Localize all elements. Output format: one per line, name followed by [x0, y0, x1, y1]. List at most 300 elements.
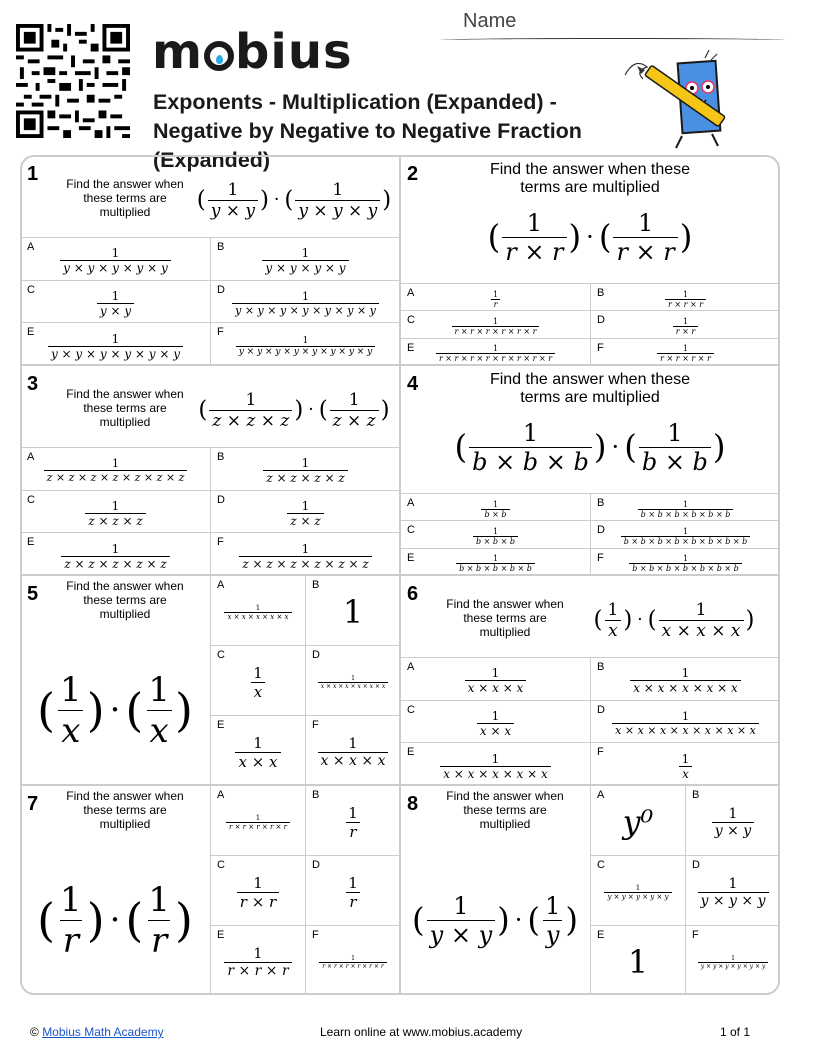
fraction-denominator: x [605, 620, 621, 641]
fraction [295, 180, 380, 221]
option-answer [211, 860, 305, 925]
option-letter: C [407, 524, 415, 537]
question-prompt: Find the answer when these terms are multiplied [66, 789, 184, 831]
product-expression [20, 635, 210, 785]
fraction [477, 709, 514, 738]
fraction-numerator: 1 [491, 751, 500, 766]
multiply-dot: · [308, 400, 314, 420]
option-answer [21, 285, 210, 323]
product-expression [400, 407, 780, 487]
parenthesis: ( [593, 607, 603, 633]
fraction-numerator: 1 [253, 734, 263, 752]
question-prompt: Find the answer when these terms are multiplied [66, 177, 184, 219]
option-answer [211, 242, 400, 280]
option-answer [591, 860, 685, 925]
parenthesis: ( [37, 893, 56, 947]
parenthesis: ) [712, 428, 726, 466]
fraction-numerator: 1 [348, 804, 358, 822]
fraction-denominator: x × x × x × x × x [224, 612, 291, 621]
parenthesis: ) [497, 901, 510, 939]
question-prompt: Find the answer when these terms are multiplied [66, 579, 184, 621]
fraction [209, 390, 292, 431]
option-letter: A [407, 661, 415, 673]
fraction-denominator: r [346, 822, 359, 841]
fraction [97, 289, 134, 318]
option-letter: D [692, 859, 700, 871]
question-number: 8 [407, 793, 419, 815]
answer-option-d[interactable] [685, 855, 780, 925]
mascot-illustration [620, 50, 740, 150]
fraction-numerator: 1 [111, 246, 120, 261]
option-letter: B [597, 287, 605, 299]
fraction-numerator: 1 [492, 289, 499, 299]
fraction-numerator: 1 [731, 955, 735, 962]
option-letter: F [312, 929, 319, 941]
question-prompt: Find the answer when these terms are multiplied [489, 161, 691, 196]
fraction [319, 955, 386, 970]
option-letter: B [692, 789, 700, 801]
fraction [665, 290, 706, 309]
answer-option-d[interactable] [590, 310, 780, 337]
fraction [698, 876, 769, 909]
fraction-denominator: x [58, 710, 83, 751]
option-letter: C [217, 649, 225, 661]
answer-option-a[interactable] [20, 447, 210, 490]
fraction-numerator: 1 [111, 541, 120, 556]
fraction [262, 246, 348, 275]
fraction [224, 946, 291, 979]
option-letter: A [407, 497, 415, 509]
option-answer [306, 580, 400, 645]
fraction-denominator: y × y × y × y × y × y [48, 346, 183, 361]
option-answer [211, 452, 400, 490]
parenthesis: ( [125, 893, 144, 947]
answer-option-a[interactable] [20, 237, 210, 280]
fraction-numerator: 1 [682, 709, 689, 723]
fraction-numerator: 1 [728, 806, 738, 822]
question-number: 6 [407, 583, 419, 605]
fraction-denominator: r × r × r × r × r × r × r × r [436, 353, 555, 363]
option-letter: E [407, 551, 415, 564]
parenthesis: ( [196, 187, 206, 213]
question-number: 4 [407, 373, 419, 395]
product-expression [400, 197, 780, 277]
answer-option-b[interactable] [210, 237, 400, 280]
fraction-denominator: x [679, 766, 692, 781]
fraction-numerator: 1 [253, 946, 263, 962]
answer-option-e[interactable] [20, 532, 210, 575]
fraction-numerator: 1 [255, 604, 261, 612]
fraction-denominator: b × b × b × b × b × b [638, 509, 734, 519]
fraction-numerator: 1 [253, 664, 263, 682]
option-answer [686, 930, 780, 995]
fraction-numerator: 1 [148, 669, 170, 710]
fraction [57, 880, 85, 961]
fraction-denominator: r × r × r [224, 962, 291, 979]
fraction [345, 874, 361, 911]
fraction-denominator: b × b × b × b × b × b × b × b [621, 536, 751, 546]
fraction-denominator: y × y × y [295, 200, 380, 221]
fraction-numerator: 1 [545, 891, 561, 920]
answer-option-a[interactable] [400, 493, 590, 520]
option-answer [401, 525, 590, 547]
question-number: 7 [27, 793, 39, 815]
fraction [208, 180, 258, 221]
option-letter: C [217, 859, 225, 871]
fraction-denominator: b × b × b × b × b [456, 563, 535, 573]
option-answer [401, 662, 590, 700]
fraction [224, 604, 291, 621]
fraction-numerator: 1 [667, 418, 683, 447]
fraction-denominator: y × y × y × y × y × y × y [232, 303, 379, 317]
fraction-numerator: 1 [492, 316, 499, 326]
fraction-denominator: y [543, 920, 563, 949]
answer-option-a[interactable] [210, 785, 305, 855]
answer-option-a[interactable] [590, 785, 685, 855]
parenthesis: ) [86, 683, 105, 737]
fraction-numerator: 1 [351, 955, 355, 962]
fraction [318, 675, 389, 690]
answer-option-d[interactable] [210, 280, 400, 323]
option-answer [306, 650, 400, 715]
fraction [330, 390, 379, 431]
fraction-numerator: 1 [492, 526, 499, 536]
answer-option-c[interactable] [400, 520, 590, 547]
option-answer [686, 790, 780, 855]
answer-option-c[interactable] [20, 490, 210, 533]
fraction-denominator: y × y [712, 822, 754, 839]
fraction [638, 500, 734, 519]
fraction-numerator: 1 [491, 666, 500, 681]
answer-option-e[interactable] [590, 925, 685, 995]
parenthesis: ) [260, 187, 269, 213]
option-answer [591, 525, 780, 547]
fraction-denominator: x × x × x [465, 680, 527, 695]
fraction [452, 317, 540, 336]
fraction-numerator: 1 [301, 289, 309, 303]
answer-option-f[interactable] [210, 532, 400, 575]
fraction [698, 955, 769, 970]
fraction-numerator: 1 [526, 208, 543, 237]
footer-link[interactable]: Mobius Math Academy [42, 1025, 164, 1039]
fraction [481, 500, 509, 519]
option-letter: B [217, 451, 225, 463]
option-letter: C [27, 493, 35, 506]
option-letter: D [597, 703, 605, 716]
question-number: 3 [27, 373, 39, 395]
product-expression [190, 165, 398, 235]
multiply-dot: · [637, 610, 643, 630]
fraction-denominator: r × r [613, 237, 677, 266]
option-letter: E [217, 929, 225, 941]
fraction [61, 542, 169, 571]
fraction [621, 527, 751, 546]
answer-option-c[interactable] [400, 700, 590, 743]
answer-option-f[interactable] [590, 742, 780, 785]
fraction-denominator: r [148, 920, 170, 961]
option-answer [21, 327, 210, 365]
fraction-numerator: 1 [253, 874, 263, 892]
option-answer [401, 705, 590, 743]
fraction-numerator: 1 [348, 389, 360, 410]
parenthesis: ) [679, 218, 693, 256]
answer-option-c[interactable] [210, 855, 305, 925]
fraction [542, 892, 563, 949]
answer-option-f[interactable] [305, 715, 400, 785]
fraction-numerator: 1 [682, 554, 689, 564]
parenthesis: ( [198, 397, 208, 423]
row-divider [20, 574, 780, 576]
fraction-numerator: 1 [60, 879, 82, 920]
multiply-dot: · [273, 190, 280, 210]
option-answer [21, 242, 210, 280]
fraction-numerator: 1 [255, 814, 261, 822]
fraction-numerator: 1 [522, 418, 539, 447]
fraction-denominator: r × r × r × r [657, 353, 714, 363]
parenthesis: ) [565, 901, 578, 939]
option-letter: D [312, 859, 320, 871]
option-letter: F [597, 341, 604, 354]
option-answer [401, 498, 590, 520]
answer-option-b[interactable] [305, 785, 400, 855]
answer-option-b[interactable] [590, 657, 780, 700]
fraction [236, 336, 376, 357]
footer-copyright: © Mobius Math Academy [30, 1025, 164, 1039]
parenthesis: ) [623, 607, 633, 633]
answer-option-f[interactable] [590, 338, 780, 365]
fraction-numerator: 1 [351, 675, 355, 682]
option-letter: F [217, 326, 224, 339]
parenthesis: ) [745, 607, 755, 633]
answer-option-d[interactable] [305, 855, 400, 925]
fraction-numerator: 1 [301, 541, 310, 556]
fraction-numerator: 1 [348, 874, 358, 892]
fraction-numerator: 1 [111, 331, 120, 346]
option-letter: A [597, 789, 605, 801]
name-label: Name [463, 10, 517, 32]
fraction [427, 892, 495, 949]
fraction-denominator: r [491, 299, 501, 309]
option-letter: B [312, 789, 320, 801]
fraction-numerator: 1 [682, 344, 689, 354]
fraction [613, 209, 677, 266]
option-letter: F [597, 746, 604, 759]
parenthesis: ( [125, 683, 144, 737]
fraction [490, 290, 501, 309]
option-answer [591, 343, 780, 365]
fraction-numerator: 1 [682, 316, 689, 326]
parenthesis: ) [174, 893, 193, 947]
option-answer [401, 315, 590, 337]
answer-option-b[interactable] [210, 447, 400, 490]
fraction-numerator: 1 [728, 876, 738, 892]
option-answer [591, 553, 780, 575]
option-answer [591, 662, 780, 700]
question-number: 2 [407, 163, 419, 185]
fraction-numerator: 1 [492, 554, 499, 564]
option-answer [401, 747, 590, 785]
fraction-numerator: 1 [227, 179, 239, 200]
option-letter: E [407, 746, 415, 759]
option-letter: B [597, 497, 605, 509]
answer-option-f[interactable] [590, 548, 780, 575]
option-answer [211, 720, 305, 785]
fraction-numerator: 1 [301, 498, 310, 513]
option-letter: E [217, 719, 225, 731]
fraction [712, 806, 754, 839]
fraction-numerator: 1 [695, 599, 707, 620]
parenthesis: ) [568, 218, 582, 256]
option-letter: B [312, 579, 320, 591]
fraction-denominator: x × x × x × x × x [440, 766, 551, 781]
answer-option-d[interactable] [305, 645, 400, 715]
fraction [145, 880, 173, 961]
fraction-denominator: y × y × y [698, 892, 769, 909]
answer-option-b[interactable] [590, 493, 780, 520]
answer-option-f[interactable] [305, 925, 400, 995]
answer-option-a[interactable] [400, 657, 590, 700]
multiply-dot: · [586, 223, 594, 251]
fraction-denominator: z × z × z × z × z × z × z [44, 470, 188, 484]
footer-center-text: Learn online at www.mobius.academy [320, 1025, 523, 1039]
answer-option-a[interactable] [210, 575, 305, 645]
answer-option-c[interactable] [590, 855, 685, 925]
fraction-denominator: z × z [330, 410, 379, 431]
option-letter: C [27, 283, 35, 296]
fraction [345, 804, 361, 841]
fraction-numerator: 1 [635, 884, 641, 892]
option-letter: A [27, 241, 35, 253]
fraction-numerator: 1 [681, 666, 690, 681]
option-answer [21, 495, 210, 533]
answer-option-c[interactable] [400, 310, 590, 337]
fraction [630, 666, 741, 695]
qr-code [16, 24, 130, 138]
fraction-numerator: 1 [148, 879, 170, 920]
answer-option-a[interactable] [400, 283, 590, 310]
fraction [629, 554, 742, 573]
answer-option-e[interactable] [210, 715, 305, 785]
fraction-denominator: x × x × x [318, 752, 389, 769]
option-answer [591, 930, 685, 995]
option-answer [211, 327, 400, 365]
option-letter: B [597, 661, 605, 673]
answer-option-b[interactable] [685, 785, 780, 855]
fraction-denominator: z × z × z [209, 410, 292, 431]
question-prompt: Find the answer when these terms are multiplied [489, 371, 691, 406]
multiply-dot: · [611, 433, 620, 461]
answer-option-b[interactable] [590, 283, 780, 310]
option-letter: E [27, 326, 35, 339]
multiply-dot: · [109, 900, 121, 940]
fraction [226, 814, 290, 831]
answer-value: 1 [342, 594, 364, 631]
fraction-denominator: x × x × x × x × x × x × x [612, 723, 759, 737]
option-letter: B [217, 241, 225, 253]
answer-option-b[interactable] [305, 575, 400, 645]
fraction-numerator: 1 [301, 456, 310, 471]
footer-page-number: 1 of 1 [720, 1025, 751, 1039]
answer-option-d[interactable] [210, 490, 400, 533]
option-letter: F [692, 929, 699, 941]
parenthesis: ) [294, 397, 304, 423]
fraction [604, 600, 621, 641]
product-expression [400, 845, 590, 995]
option-letter: D [597, 524, 605, 537]
fraction-denominator: r × r [237, 892, 279, 911]
fraction-denominator: z × z × z × z [263, 470, 347, 485]
option-answer [211, 495, 400, 533]
fraction-denominator: y × y × y × y × y × y × y × y [236, 346, 376, 357]
answer-option-e[interactable] [210, 925, 305, 995]
fraction [657, 344, 714, 363]
answer-option-e[interactable] [20, 322, 210, 365]
answer-option-d[interactable] [590, 700, 780, 743]
fraction [318, 736, 389, 769]
fraction-denominator: x × x × x × x × x × x [318, 682, 389, 690]
fraction [44, 457, 188, 484]
fraction [60, 246, 171, 275]
row-divider [20, 784, 780, 786]
fraction-numerator: 1 [111, 498, 120, 513]
parenthesis: ( [318, 397, 328, 423]
fraction [85, 499, 145, 528]
parenthesis: ( [487, 218, 501, 256]
fraction [639, 419, 711, 476]
answer-option-f[interactable] [210, 322, 400, 365]
fraction-denominator: r × r × r × r × r × r [452, 326, 540, 336]
answer-option-e[interactable] [400, 548, 590, 575]
option-answer [211, 537, 400, 575]
product-expression [20, 845, 210, 995]
option-answer [211, 790, 305, 855]
answer-option-f[interactable] [685, 925, 780, 995]
option-answer [591, 498, 780, 520]
fraction-denominator: x × x × x [659, 620, 744, 641]
answer-option-c[interactable] [210, 645, 305, 715]
parenthesis: ) [593, 428, 607, 466]
fraction [235, 734, 280, 771]
option-answer [591, 315, 780, 337]
option-letter: A [217, 579, 225, 591]
answer-option-e[interactable] [400, 742, 590, 785]
fraction-denominator: x × x [235, 752, 280, 771]
option-letter: D [217, 283, 225, 296]
fraction-numerator: 1 [245, 389, 257, 410]
answer-option-e[interactable] [400, 338, 590, 365]
fraction-denominator: y × y [97, 303, 134, 318]
answer-option-c[interactable] [20, 280, 210, 323]
fraction-numerator: 1 [682, 499, 689, 509]
option-answer [306, 720, 400, 785]
fraction [57, 670, 85, 751]
fraction-denominator: y × y [208, 200, 258, 221]
option-letter: A [407, 287, 415, 299]
parenthesis: ) [174, 683, 193, 737]
fraction-denominator: b × b × b [469, 447, 592, 476]
name-line [440, 38, 785, 42]
fraction-denominator: b × b × b [473, 536, 518, 546]
fraction [679, 752, 693, 781]
parenthesis: ( [527, 901, 541, 939]
option-answer [686, 860, 780, 925]
answer-option-d[interactable] [590, 520, 780, 547]
parenthesis: ( [454, 428, 468, 466]
fraction-denominator: b × b × b × b × b × b × b [629, 563, 742, 573]
fraction-denominator: b × b [481, 509, 509, 519]
fraction-numerator: 1 [681, 751, 690, 766]
option-answer [306, 790, 400, 855]
